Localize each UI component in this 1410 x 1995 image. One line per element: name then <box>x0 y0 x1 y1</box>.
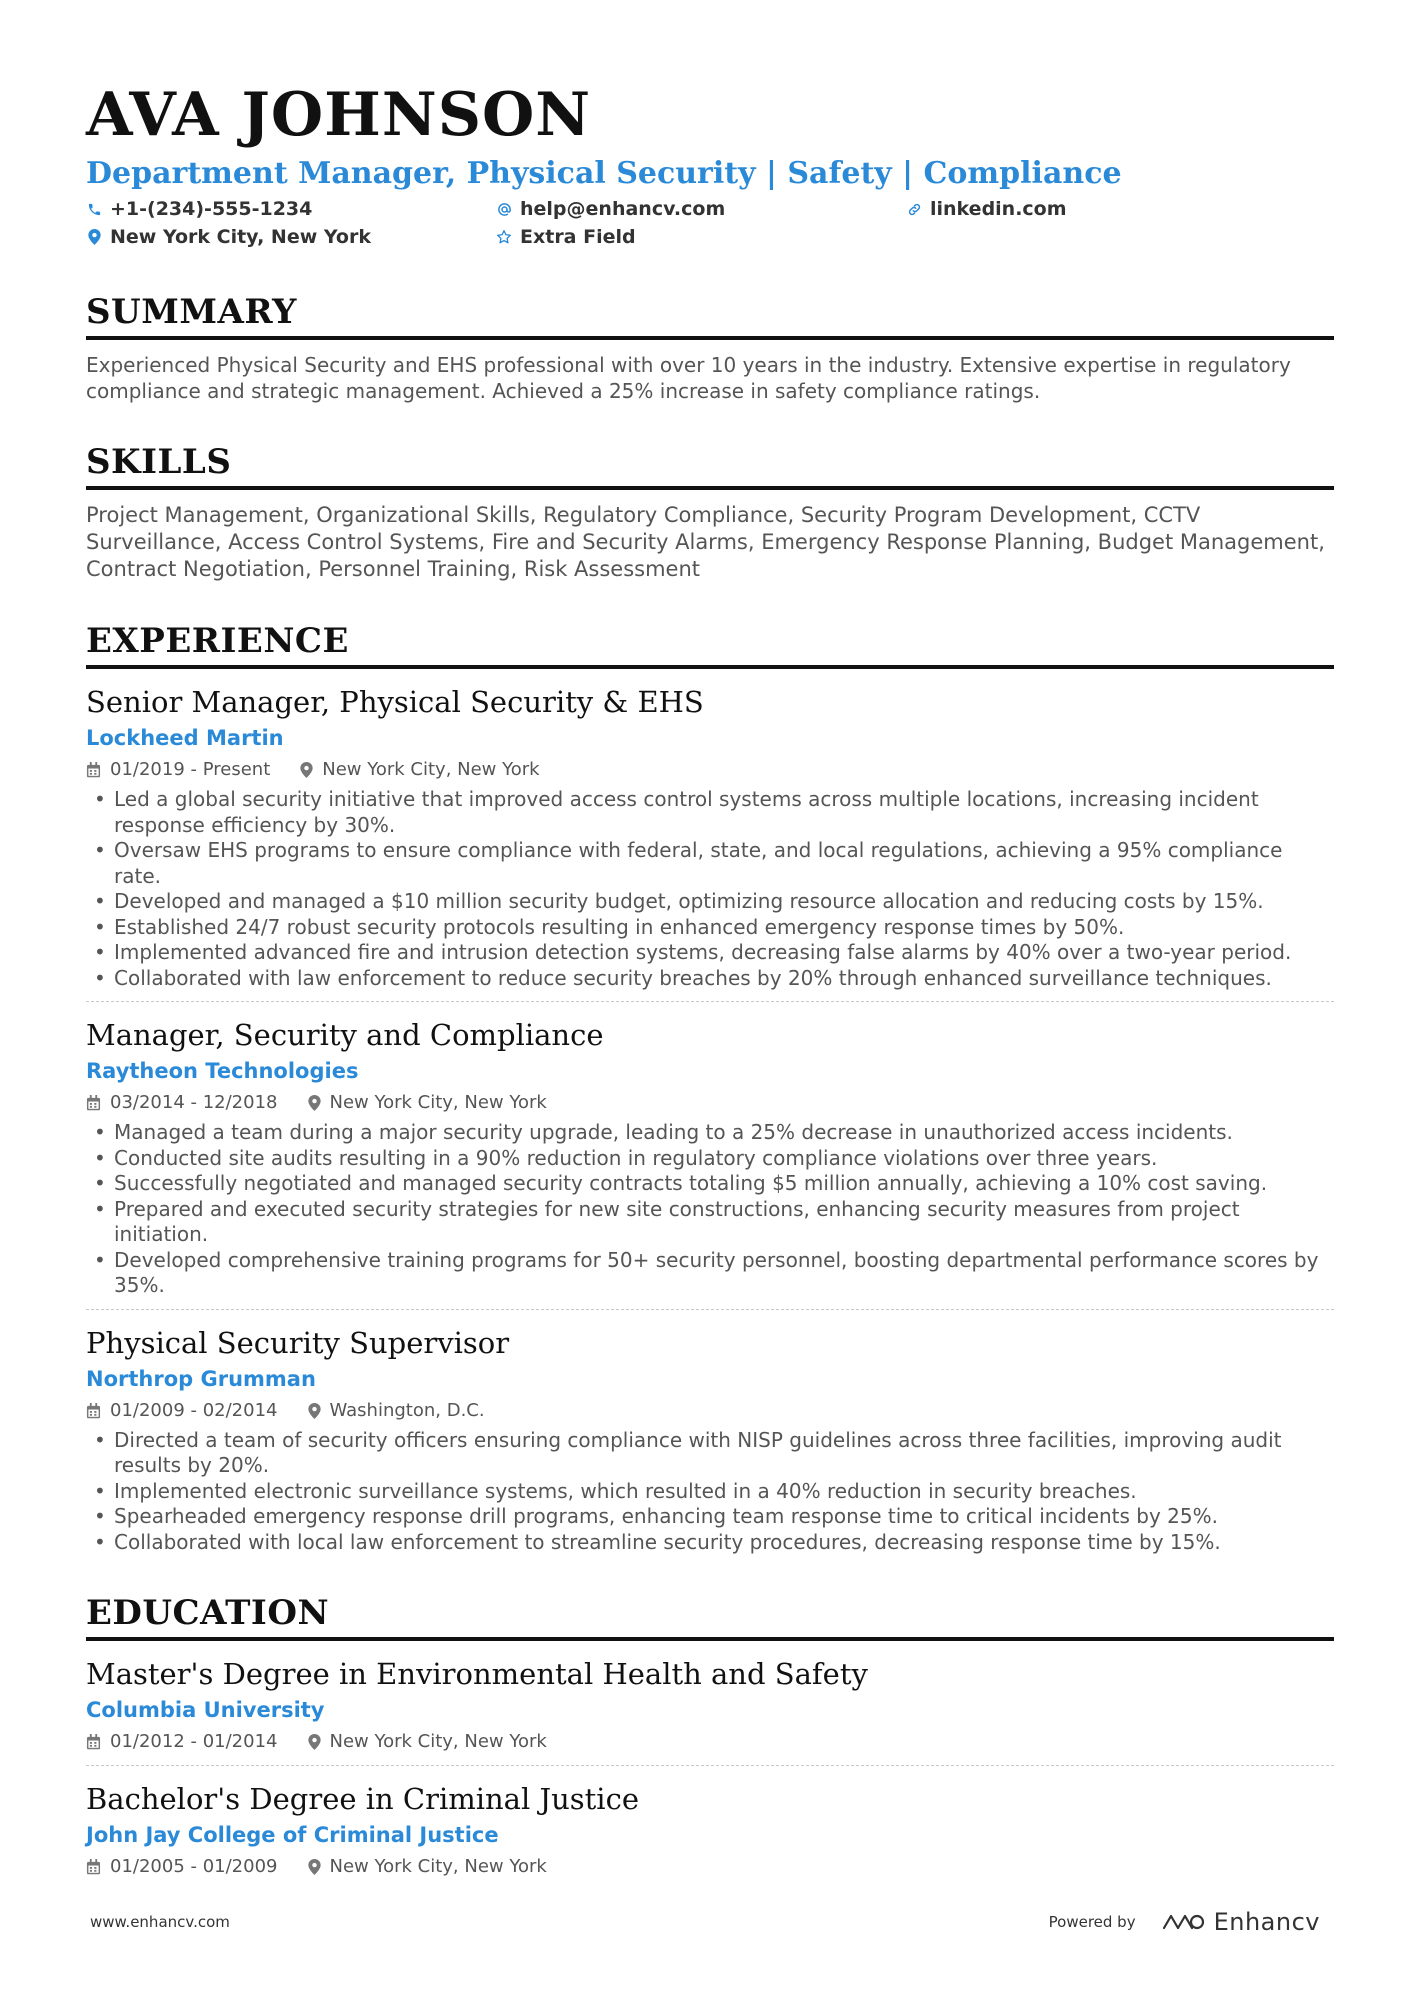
location-pin-icon <box>308 1734 321 1750</box>
job-location-text: New York City, New York <box>322 759 540 780</box>
contact-extra-text: Extra Field <box>520 226 636 248</box>
job-dates <box>86 1090 278 1116</box>
job-dates <box>86 757 270 783</box>
experience-entry <box>86 1001 1334 1309</box>
company-name: Raytheon Technologies <box>86 1059 359 1083</box>
candidate-headline: Department Manager, Physical Security | Safety | Compliance <box>86 156 1122 191</box>
resume-page <box>86 80 1334 1890</box>
location-pin-icon <box>308 1403 321 1419</box>
job-location-text: New York City, New York <box>329 1092 547 1113</box>
list-item: • Led a global security initiative that improved access control systems across multiple locations, increasing incident response efficiency by 30%. <box>86 787 1334 838</box>
link-icon <box>906 201 922 217</box>
experience-entry <box>86 1309 1334 1566</box>
list-item: • Successfully negotiated and managed security contracts totaling $5 million annually, achieving a 10% cost saving. <box>86 1171 1334 1197</box>
education-dates-text: 01/2012 - 01/2014 <box>110 1731 278 1752</box>
job-bullets <box>86 1120 1334 1299</box>
education-location-text: New York City, New York <box>329 1731 547 1752</box>
education-location <box>308 1854 547 1880</box>
education-meta <box>86 1854 1334 1880</box>
job-title: Manager, Security and Compliance <box>86 1018 604 1052</box>
job-dates-text: 03/2014 - 12/2018 <box>110 1092 278 1113</box>
skills-title: SKILLS <box>86 442 1334 490</box>
contact-phone-text: +1-(234)-555-1234 <box>110 198 313 220</box>
at-icon <box>496 201 512 217</box>
contact-linkedin-text: linkedin.com <box>930 198 1067 220</box>
summary-section <box>86 292 1334 404</box>
experience-section <box>86 621 1334 1565</box>
location-pin-icon <box>308 1095 321 1111</box>
list-item: • Developed and managed a $10 million security budget, optimizing resource allocation and reducing costs by 15%. <box>86 889 1334 915</box>
list-item: • Managed a team during a major security upgrade, leading to a 25% decrease in unauthorized access incidents. <box>86 1120 1334 1146</box>
contact-phone[interactable] <box>86 198 496 220</box>
contact-extra <box>496 226 906 248</box>
job-dates-text: 01/2019 - Present <box>110 759 271 780</box>
list-item: • Collaborated with local law enforcement to streamline security procedures, decreasing response time by 15%. <box>86 1530 1334 1556</box>
education-section <box>86 1593 1334 1890</box>
job-bullets <box>86 787 1334 991</box>
list-item: • Oversaw EHS programs to ensure compliance with federal, state, and local regulations, achieving a 95% compliance rate. <box>86 838 1334 889</box>
skills-section <box>86 442 1334 583</box>
job-meta <box>86 1090 1334 1116</box>
page-footer <box>90 1908 1320 1936</box>
calendar-icon <box>86 1403 101 1419</box>
footer-url[interactable]: www.enhancv.com <box>90 1913 230 1931</box>
job-bullets <box>86 1428 1334 1556</box>
enhancv-logo-icon <box>1160 1911 1206 1933</box>
education-entry <box>86 1641 1334 1765</box>
education-location <box>308 1729 547 1755</box>
contact-info <box>86 198 1334 248</box>
education-title: EDUCATION <box>86 1593 1334 1641</box>
experience-title: EXPERIENCE <box>86 621 1334 669</box>
candidate-name: AVA JOHNSON <box>86 80 592 150</box>
list-item: • Prepared and executed security strategies for new site constructions, enhancing security measures from project initiation. <box>86 1197 1334 1248</box>
job-location <box>308 1398 485 1424</box>
company-name: Lockheed Martin <box>86 726 284 750</box>
school-name: John Jay College of Criminal Justice <box>86 1823 499 1847</box>
job-title: Senior Manager, Physical Security & EHS <box>86 685 704 719</box>
list-item: • Spearheaded emergency response drill programs, enhancing team response time to critical incidents by 25%. <box>86 1504 1334 1530</box>
contact-location <box>86 226 496 248</box>
contact-linkedin[interactable] <box>906 198 1206 220</box>
list-item: • Established 24/7 robust security protocols resulting in enhanced emergency response times by 50%. <box>86 915 1334 941</box>
powered-by-label: Powered by <box>1048 1913 1136 1931</box>
calendar-icon <box>86 762 101 778</box>
education-entry <box>86 1765 1334 1890</box>
contact-email[interactable] <box>496 198 906 220</box>
degree-title: Bachelor's Degree in Criminal Justice <box>86 1782 639 1816</box>
job-location <box>308 1090 547 1116</box>
location-pin-icon <box>308 1859 321 1875</box>
education-location-text: New York City, New York <box>329 1856 547 1877</box>
powered-by <box>1049 1908 1320 1936</box>
company-name: Northrop Grumman <box>86 1366 316 1391</box>
summary-text: Experienced Physical Security and EHS professional with over 10 years in the industry. Extensive expertise in regulatory compliance and strategic management. Achieved a 25% increase in safety compliance ratings. <box>86 353 1291 403</box>
calendar-icon <box>86 1859 101 1875</box>
location-pin-icon <box>86 229 102 245</box>
contact-location-text: New York City, New York <box>110 226 371 248</box>
experience-entry <box>86 669 1334 1001</box>
list-item: • Developed comprehensive training programs for 50+ security personnel, boosting departmental performance scores by 35%. <box>86 1248 1334 1299</box>
job-location <box>300 757 539 783</box>
degree-title: Master's Degree in Environmental Health and Safety <box>86 1657 868 1691</box>
calendar-icon <box>86 1734 101 1750</box>
enhancv-logo[interactable] <box>1160 1908 1320 1936</box>
job-dates <box>86 1398 278 1424</box>
skills-text: Project Management, Organizational Skills, Regulatory Compliance, Security Program Development, CCTV Surveillance, Access Control Systems, Fire and Security Alarms, Emergency Response Planning, Budget Management, Contract Negotiation, Personnel Training, Risk Assessment <box>86 503 1325 581</box>
list-item: • Conducted site audits resulting in a 90% reduction in regulatory compliance violations over three years. <box>86 1146 1334 1172</box>
phone-icon <box>86 201 102 217</box>
contact-email-text: help@enhancv.com <box>520 198 726 220</box>
job-title: Physical Security Supervisor <box>86 1325 510 1360</box>
education-dates <box>86 1854 278 1880</box>
star-icon <box>496 229 512 245</box>
education-meta <box>86 1729 1334 1755</box>
job-meta <box>86 1398 1334 1424</box>
education-dates <box>86 1729 278 1755</box>
job-meta <box>86 757 1334 783</box>
summary-title: SUMMARY <box>86 292 1334 340</box>
calendar-icon <box>86 1095 101 1111</box>
education-dates-text: 01/2005 - 01/2009 <box>110 1856 278 1877</box>
school-name: Columbia University <box>86 1698 325 1722</box>
job-location-text: Washington, D.C. <box>329 1399 485 1421</box>
location-pin-icon <box>300 762 313 778</box>
job-dates-text: 01/2009 - 02/2014 <box>110 1399 278 1421</box>
list-item: • Directed a team of security officers ensuring compliance with NISP guidelines across three facilities, improving audit results by 20%. <box>86 1428 1334 1479</box>
enhancv-logo-text: Enhancv <box>1213 1908 1320 1936</box>
list-item: • Implemented electronic surveillance systems, which resulted in a 40% reduction in security breaches. <box>86 1479 1334 1505</box>
list-item: • Collaborated with law enforcement to reduce security breaches by 20% through enhanced surveillance techniques. <box>86 966 1334 992</box>
list-item: • Implemented advanced fire and intrusion detection systems, decreasing false alarms by 40% over a two-year period. <box>86 940 1334 966</box>
